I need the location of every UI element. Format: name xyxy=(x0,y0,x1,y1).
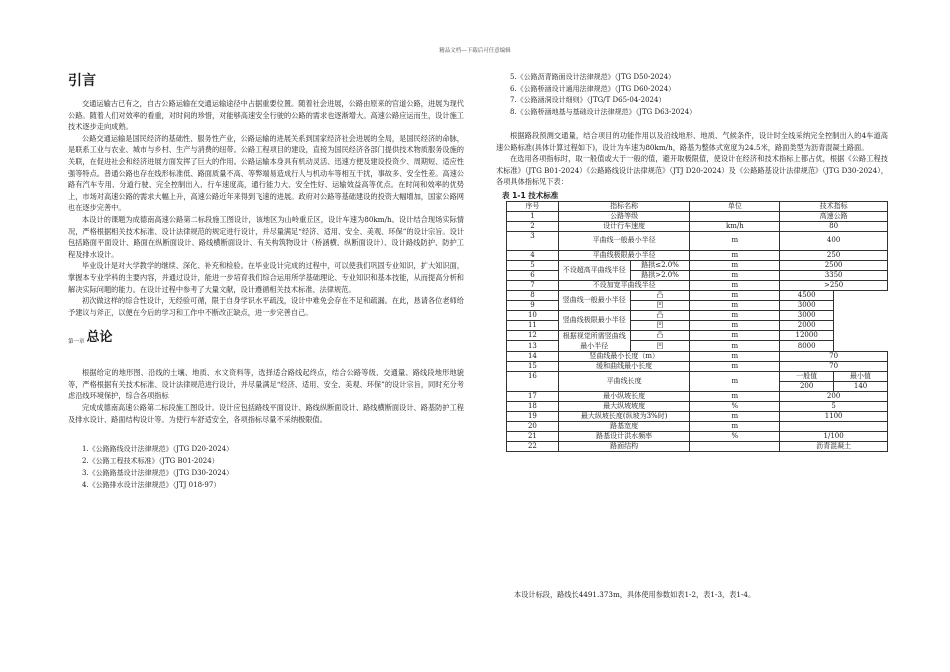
reference-item: 1.《公路路线设计法律规范》（JTG D20-2024） xyxy=(82,445,234,454)
body-paragraph: 在选用各项指标时，取一般值或大于一般的值，避开取极限值，使设计在经济和技术指标上都占优，根据《公路工程技术标准》（JTG B01-2024）《公路路线设计法律规范》（JTJ D20-2024）及《公路路基设计法律规范》（JTG D30-2024），各项具体指标见下表： xyxy=(496,154,888,187)
table-cell: 3000 xyxy=(780,310,834,320)
table-cell: m xyxy=(690,260,780,270)
table-header: 指标名称 xyxy=(558,201,690,211)
table-row xyxy=(507,290,888,300)
table-header-row xyxy=(507,201,888,211)
table-cell: 凸 xyxy=(630,330,690,341)
table-cell xyxy=(780,421,888,431)
table-cell: 沥青混凝土 xyxy=(780,441,888,451)
table-cell xyxy=(690,211,780,221)
table-cell: 11 xyxy=(507,320,559,330)
chapter-heading xyxy=(68,326,464,345)
chapter-paragraph: 完成成德南高速公路第二标段施工图设计。设计应包括路线平面设计、路线纵断面设计、路线横断面设计、路基防护工程及排水设计、路面结构设计等。为使行车舒适安全，各项指标尽量不采纳极限值。 xyxy=(68,403,464,424)
table-cell: 12000 xyxy=(780,330,834,341)
table-cell: 400 xyxy=(780,231,888,250)
table-cell: 1100 xyxy=(780,411,888,421)
technical-standards-table xyxy=(506,201,888,452)
table-row xyxy=(507,221,888,231)
reference-item: 4.《公路排水设计法律规范》（JTJ 018-97） xyxy=(82,481,221,490)
table-cell: 设计行车速度 xyxy=(558,221,690,231)
reference-item: 6.《公路桥涵设计通用法律规范》（JTG D60-2024） xyxy=(510,84,676,93)
table-cell: 不设超高平曲线半径 xyxy=(558,260,630,280)
reference-item: 2.《公路工程技术标准》（JTG B01-2024） xyxy=(82,457,219,466)
table-cell: 凹 xyxy=(630,320,690,330)
table-cell: 18 xyxy=(507,401,559,411)
table-cell: 12 xyxy=(507,330,559,341)
table-row xyxy=(507,421,888,431)
intro-paragraph: 交通运输古已有之，自古公路运输在交通运输途径中占据重要位置。随着社会进展，公路由原来的官道公路，进展为现代公路。随着人们对效率的看重，对时间的珍惜，对能够高速安全行驶的公路的需求也逐渐增大。高速公路应运而生，设计施工技术逐步走向成熟。 xyxy=(68,99,464,132)
table-cell: 最大纵坡坡度 xyxy=(558,401,690,411)
table-cell: 7 xyxy=(507,280,559,290)
table-cell: 平曲线极限最小半径 xyxy=(558,250,690,260)
table-cell: 2500 xyxy=(780,260,888,270)
table-cell: 3350 xyxy=(780,270,888,280)
reference-item: 5.《公路沥青路面设计法律规范》（JTG D50-2024） xyxy=(510,73,676,81)
table-cell: 最小纵坡长度 xyxy=(558,391,690,401)
reference-list-continued xyxy=(496,72,888,118)
table-cell: 竖曲线最小长度（m） xyxy=(558,351,690,361)
table-cell: 凹 xyxy=(630,300,690,310)
table-cell: m xyxy=(690,250,780,260)
table-row xyxy=(507,371,888,381)
table-cell: 不设加宽平曲线半径 xyxy=(558,280,690,290)
table-cell: m xyxy=(690,421,780,431)
intro-paragraph: 毕业设计是对大学教学的继续、深化、补充和检验。在毕业设计完成的过程中，可以使我们巩固专业知识，扩大知识面，掌握本专业学科的主要内容，并通过设计，能进一步培育我们综合运用所学基础理论、专业知识和基本技能，从而提高分析和解决实际问题的能力。在设计过程中参考了大量文献，设计遵循相关技术标准、法律规范。 xyxy=(68,261,464,294)
table-cell xyxy=(690,441,780,451)
table-row xyxy=(507,250,888,260)
chapter-prefix: 第一章 xyxy=(68,339,85,346)
table-cell: 3 xyxy=(507,231,559,250)
intro-paragraph: 初次做这样的综合性设计，无经验可循，限于自身学识水平疏浅，设计中难免会存在不足和疏漏。在此，恳请各位老师给予建议与斧正，以便在今后的学习和工作中不断改正缺点，进一步完善自己。 xyxy=(68,296,464,317)
table-header: 技术指标 xyxy=(780,201,888,211)
table-cell: 一般值 xyxy=(780,371,834,381)
table-cell: m xyxy=(690,341,780,352)
table-cell: 凹 xyxy=(630,341,690,352)
table-cell: 9 xyxy=(507,300,559,310)
intro-title: 引言 xyxy=(68,73,96,89)
table-cell: 19 xyxy=(507,411,559,421)
table-cell: 250 xyxy=(780,250,888,260)
table-cell: 路拱≤2.0% xyxy=(630,260,690,270)
table-cell: 最大纵坡长度(纵坡为3%时) xyxy=(558,411,690,421)
table-row xyxy=(507,441,888,451)
table-row xyxy=(507,361,888,371)
table-cell: 17 xyxy=(507,391,559,401)
table-header: 序号 xyxy=(507,201,559,211)
table-row xyxy=(507,231,888,250)
table-cell: m xyxy=(690,310,780,320)
table-cell: m xyxy=(690,330,780,341)
table-row xyxy=(507,260,888,270)
table-cell: 200 xyxy=(780,391,888,401)
table-row xyxy=(507,351,888,361)
intro-paragraph: 本设计的课题为成德南高速公路第二标段施工图设计，该地区为山岭重丘区，设计车速为80km/h。设计结合现场实际情况，严格根据相关技术标准、设计法律规范的规定进行设计，并尽量满足“经济、适用、安全、美观、环保”的设计宗旨。设计包括路面平面设计、路面在纵断面设计、路线横断面设计、有关构筑物设计（桥涵横、纵断面设计）、设计路线防护、防护工程及排水设计。 xyxy=(68,214,464,259)
table-cell: 1/100 xyxy=(780,431,888,441)
table-cell: 5 xyxy=(780,401,888,411)
table-cell: 70 xyxy=(780,361,888,371)
table-cell: 14 xyxy=(507,351,559,361)
table-row xyxy=(507,310,888,320)
table-cell: 15 xyxy=(507,361,559,371)
table-cell: 140 xyxy=(834,381,888,391)
table-row xyxy=(507,280,888,290)
table-cell: 2 xyxy=(507,221,559,231)
table-cell: 22 xyxy=(507,441,559,451)
right-column xyxy=(496,72,888,452)
reference-item: 3.《公路路基设计法律规范》（JTG D30-2024） xyxy=(82,469,234,478)
table-cell: km/h xyxy=(690,221,780,231)
table-cell: m xyxy=(690,411,780,421)
table-cell: 16 xyxy=(507,371,559,391)
table-cell: m xyxy=(690,351,780,361)
reference-list xyxy=(68,443,464,491)
reference-item: 8.《公路桥涵地基与基础设计法律规范》（JTG D63-2024） xyxy=(510,107,697,116)
table-cell: 根据视觉所需竖曲线最小半径 xyxy=(558,330,630,351)
table-cell: 8000 xyxy=(780,341,834,352)
table-row xyxy=(507,431,888,441)
table-cell: m xyxy=(690,231,780,250)
table-cell: 4 xyxy=(507,250,559,260)
table-cell: 20 xyxy=(507,421,559,431)
table-cell: 高速公路 xyxy=(780,211,888,221)
table-row xyxy=(507,401,888,411)
table-cell: 5 xyxy=(507,260,559,270)
table-header: 单位 xyxy=(690,201,780,211)
table-cell: 最小值 xyxy=(834,371,888,381)
table-cell: 平曲线长度 xyxy=(558,371,690,391)
reference-item: 7.《公路涵洞设计细则》（JTG/T D65-04-2024） xyxy=(510,96,666,104)
table-cell: m xyxy=(690,270,780,280)
table-cell: 13 xyxy=(507,341,559,352)
chapter-title: 总论 xyxy=(86,330,113,346)
table-cell: m xyxy=(690,391,780,401)
table-cell: 8 xyxy=(507,290,559,300)
chapter-paragraph: 根据给定的地形图、沿线的土壤、地质、水文资料等，选择适合路线起终点，结合公路等级、交通量、路线段地形地貌等，严格根据有关技术标准、设计法律规范进行设计，并尽量满足“经济、适用、安全、美观、环保”的设计宗旨，同时充分考虑沿线环境保护，综合各项指标 xyxy=(68,368,464,401)
table-cell: m xyxy=(690,290,780,300)
table-cell: 平曲线一般最小半径 xyxy=(558,231,690,250)
table-cell: m xyxy=(690,280,780,290)
table-cell: % xyxy=(690,401,780,411)
table-cell: m xyxy=(690,361,780,371)
table-caption: 表 1-1 技术标准 xyxy=(502,190,559,200)
table-cell: 凸 xyxy=(630,290,690,300)
page-header: 精品文档---下载后可任意编辑 xyxy=(439,48,511,54)
table-cell: % xyxy=(690,431,780,441)
table-cell: 80 xyxy=(780,221,888,231)
table-cell: 3000 xyxy=(780,300,834,310)
table-cell: 竖曲线一般最小半径 xyxy=(558,290,630,310)
table-cell: >250 xyxy=(780,280,888,290)
table-cell: 2000 xyxy=(780,320,834,330)
table-cell: 6 xyxy=(507,270,559,280)
table-cell: 4500 xyxy=(780,290,834,300)
table-cell: 路基设计洪水频率 xyxy=(558,431,690,441)
table-cell: 竖曲线极限最小半径 xyxy=(558,310,630,330)
table-row xyxy=(507,411,888,421)
table-cell: 缓和曲线最小长度 xyxy=(558,361,690,371)
footer-paragraph: 本设计标段，路线长4491.373m，具体使用参数如表1-2，表1-3，表1-4。 xyxy=(514,590,756,599)
table-cell: 10 xyxy=(507,310,559,320)
table-cell: m xyxy=(690,320,780,330)
table-cell: 1 xyxy=(507,211,559,221)
table-row xyxy=(507,391,888,401)
table-cell: 路基宽度 xyxy=(558,421,690,431)
table-cell: m xyxy=(690,300,780,310)
table-cell: 公路等级 xyxy=(558,211,690,221)
table-cell: 21 xyxy=(507,431,559,441)
table-cell: 200 xyxy=(780,381,834,391)
table-cell: 路面结构 xyxy=(558,441,690,451)
table-cell: 凸 xyxy=(630,310,690,320)
table-row xyxy=(507,330,888,341)
table-cell: m xyxy=(690,371,780,391)
table-cell: 70 xyxy=(780,351,888,361)
table-row xyxy=(507,211,888,221)
table-cell: 路拱>2.0% xyxy=(630,270,690,280)
intro-paragraph: 公路交通运输是国民经济的基础性、服务性产业，公路运输的进展关系到国家经济社会进展的全局，是国民经济的命脉，是联系工业与农业、城市与乡村、生产与消费的纽带。公路工程项目的建设，直接为国民经济各部门提供技术物质服务设施的关联，在促进社会和经济进展方面发挥了巨大的作用。公路运输本身具有机动灵活、迅速方便及建设投资少、周期短、适应性强等特点。普通公路也存在线形标准低、路面质量不高、等弊端易造成行人与机动车等相互干扰，事故多、安全性差。高速公路有汽车专用、分道行驶、完全控制出入、行车速度高，通行能力大、安全性好、运输效益高等优点。在时间和效率的优势上，市场对高速公路的需求大幅上升，高速公路近年来得到飞速的进展。政府对公路等基础建设的投资大幅增加，国家公路网也在逐步完善中。 xyxy=(68,133,464,213)
left-column xyxy=(68,70,464,491)
body-paragraph: 根据路段预测交通量，结合项目的功能作用以及沿线地形、地质、气候条件，设计时全线采纳完全控制出入的4车道高速公路标准(具体计算过程如下)，设计为车速为80km/h，路基为整体式宽度为24.5米，路面类型为沥青混凝土路面。 xyxy=(496,131,888,152)
